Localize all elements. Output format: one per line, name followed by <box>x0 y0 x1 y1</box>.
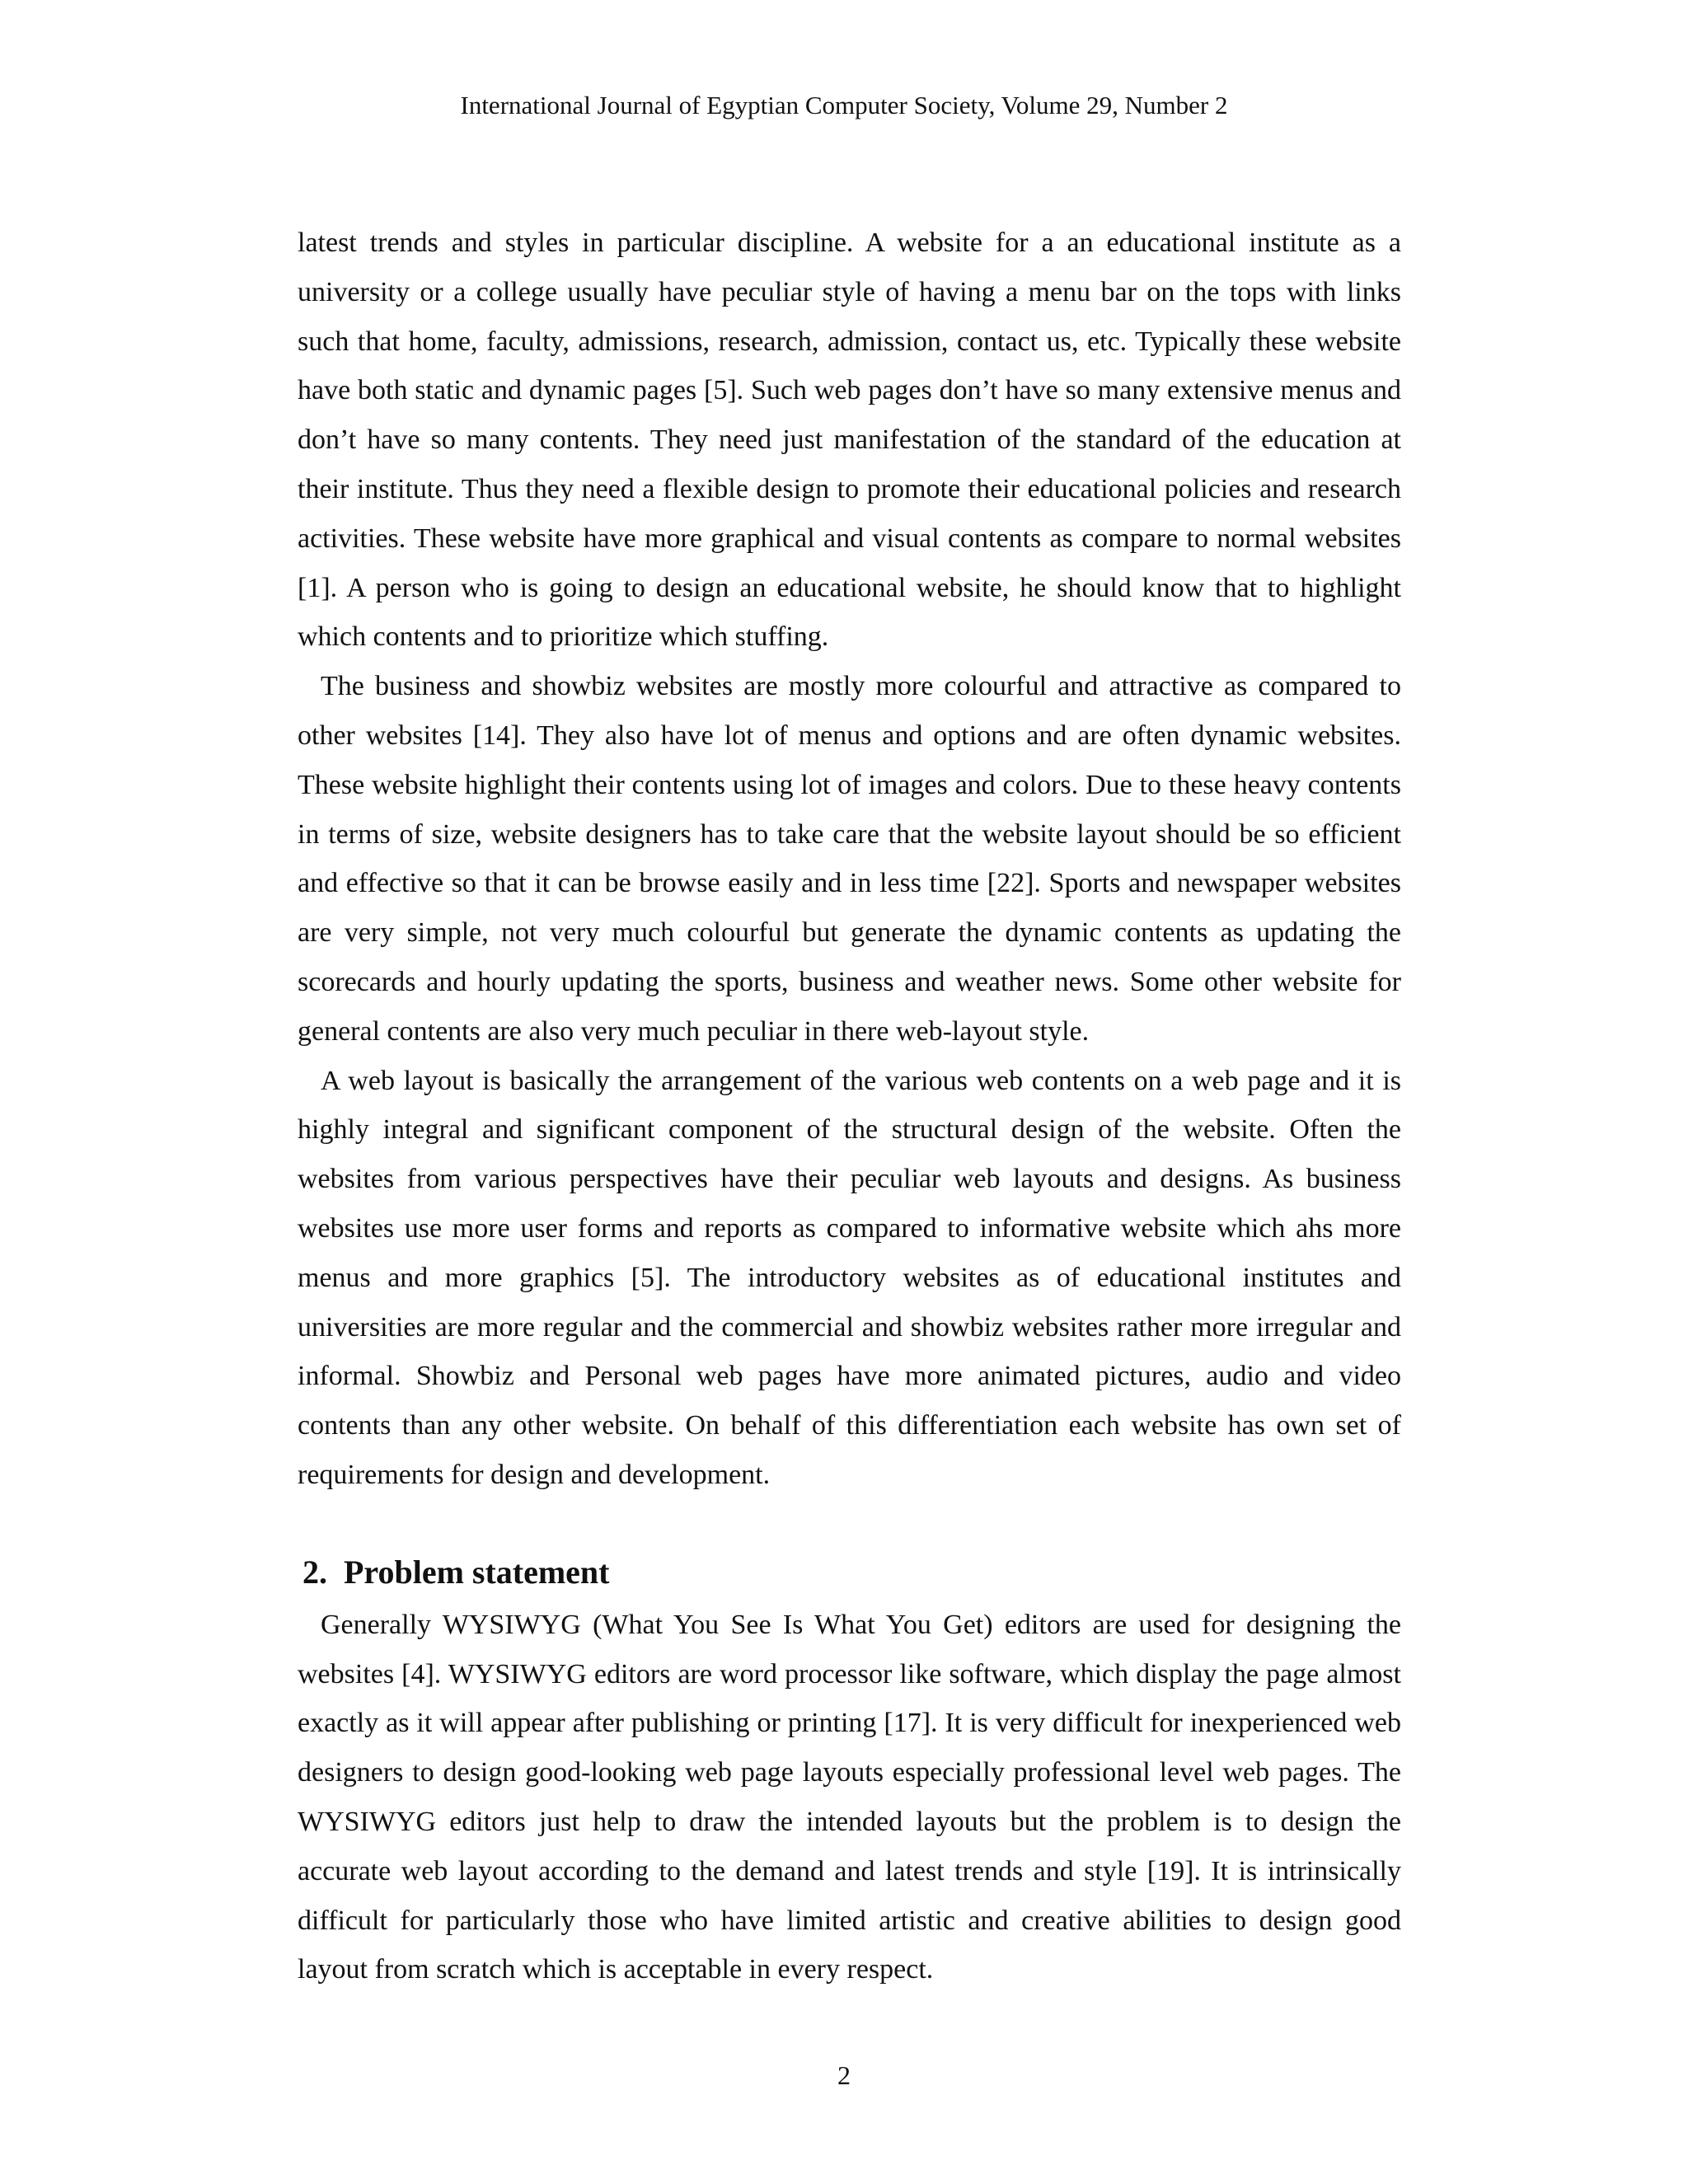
paragraph-problem-statement: Generally WYSIWYG (What You See Is What You Get) editors are used for designing the websites [4]. WYSIWYG editors are word processor like software, which display the page almost exactly as it will appear after publishing or printing [17]. It is very difficult for inexperienced web designers to design good-looking web page layouts especially professional level web pages. The WYSIWYG editors just help to draw the intended layouts but the problem is to design the accurate web layout according to the demand and latest trends and style [19]. It is intrinsically difficult for particularly those who have limited artistic and creative abilities to design good layout from scratch which is acceptable in every respect. <box>298 1609 1401 1985</box>
running-header: International Journal of Egyptian Computer Society, Volume 29, Number 2 <box>460 91 1228 120</box>
page-number: 2 <box>837 2060 851 2090</box>
section-number: 2. <box>302 1553 327 1591</box>
section-title: Problem statement <box>344 1553 610 1591</box>
section-heading <box>298 1549 1401 1596</box>
body-text <box>298 218 1401 1994</box>
paragraph-web-layout: A web layout is basically the arrangement of the various web contents on a web page and it is highly integral and significant component of the structural design of the website. Often the websites from various perspectives have their peculiar web layouts and designs. As business websites use more user forms and reports as compared to informative website which ahs more menus and more graphics [5]. The introductory websites as of educational institutes and universities are more regular and the commercial and showbiz websites rather more irregular and informal. Showbiz and Personal web pages have more animated pictures, audio and video contents than any other website. On behalf of this differentiation each website has own set of requirements for design and development. <box>298 1065 1401 1490</box>
paragraph-continuation: latest trends and styles in particular discipline. A website for a an educational institute as a university or a college usually have peculiar style of having a menu bar on the tops with links such that home, faculty, admissions, research, admission, contact us, etc. Typically these website have both static and dynamic pages [5]. Such web pages don’t have so many extensive menus and don’t have so many contents. They need just manifestation of the standard of the education at their institute. Thus they need a flexible design to promote their educational policies and research activities. These website have more graphical and visual contents as compare to normal websites [1]. A person who is going to design an educational website, he should know that to highlight which contents and to prioritize which stuffing. <box>298 227 1401 653</box>
paragraph-business-websites: The business and showbiz websites are mostly more colourful and attractive as compared to other websites [14]. They also have lot of menus and options and are often dynamic websites. These website highlight their contents using lot of images and colors. Due to these heavy contents in terms of size, website designers has to take care that the website layout should be so efficient and effective so that it can be browse easily and in less time [22]. Sports and newspaper websites are very simple, not very much colourful but generate the dynamic contents as updating the scorecards and hourly updating the sports, business and weather news. Some other website for general contents are also very much peculiar in there web-layout style. <box>298 671 1401 1047</box>
